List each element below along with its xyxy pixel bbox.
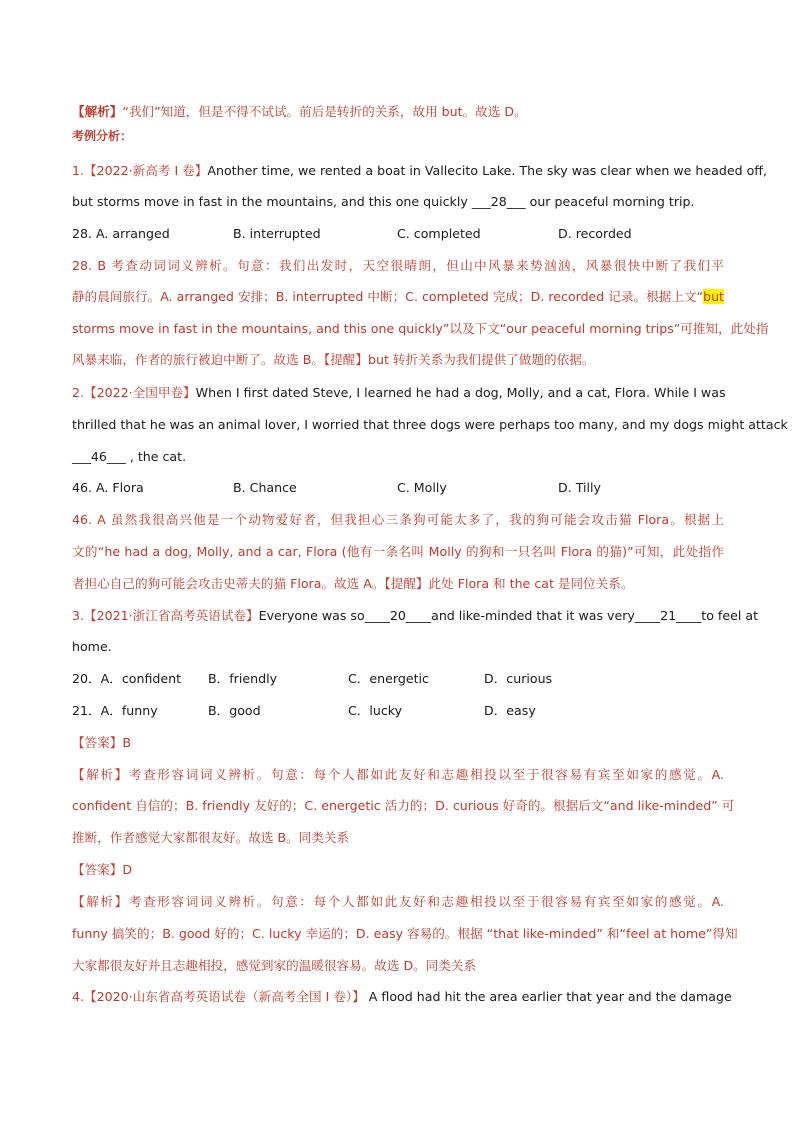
q4-number: 4. [72, 989, 85, 1004]
q2-explanation-1: 46. A 虽然我很高兴他是一个动物爱好者，但我担心三条狗可能太多了，我的狗可能会攻击猫 Flora。根据上 [72, 512, 724, 527]
q2-option-c: C. Molly [397, 480, 447, 495]
q1-number: 1. [72, 163, 85, 178]
q2-text-3: , the cat. [125, 449, 187, 464]
q3-20-option-a: 20．A．confident [72, 671, 182, 686]
q1-text-1: Another time, we rented a boat in Vallecito Lake. The sky was clear when we headed off, [207, 163, 767, 178]
q2-line-3 [72, 448, 724, 466]
q2-option-a: 46. A. Flora [72, 480, 144, 495]
q3-21-option-a: 21．A．funny [72, 703, 158, 718]
q3-line-1 [72, 607, 759, 625]
q3-answer-2-value: D [122, 862, 133, 877]
intro-tag: 【解析】 [72, 104, 123, 119]
q3-text-2: and like-minded that it was very [431, 608, 635, 623]
q2-options [72, 479, 724, 497]
q1-explanation-1: 28. B 考查动词词义辨析。句意：我们出发时，天空很晴朗，但山中风暴来势汹汹，风暴很快中断了我们平 [72, 258, 724, 273]
q3-options-21 [72, 702, 724, 720]
q2-explanation-2: 文的“he had a dog, Molly, and a car, Flora (他有一条名叫 Molly 的狗和一只名叫 Flora 的猫)”可知，此处指作 [72, 544, 724, 559]
q1-option-d: D. recorded [558, 226, 632, 241]
q1-option-a: 28. A. arranged [72, 226, 170, 241]
q2-line-1 [72, 384, 724, 402]
intro-line [72, 103, 724, 121]
q3-21-option-b: B．good [208, 703, 261, 718]
q1-option-c: C. completed [397, 226, 481, 241]
q3-20-option-b: B．friendly [208, 671, 278, 686]
intro-text: “我们”知道，但是不得不试试。前后是转折的关系，故用 but。故选 D。 [122, 104, 527, 119]
q1-explanation-2 [72, 288, 724, 306]
q2-explanation-3: 者担心自己的狗可能会攻击史蒂夫的猫 Flora。故选 A。【提醒】此处 Flora 和 the cat 是同位关系。 [72, 576, 634, 591]
q1-text-2: but storms move in fast in the mountains, and this one quickly [72, 194, 472, 209]
section-title: 考例分析： [72, 129, 133, 143]
q3-20-option-c: C．energetic [348, 671, 429, 686]
q3-answer-1-value: B [122, 735, 132, 750]
q3-exp20-2: confident 自信的；B. friendly 友好的；C. energetic 活力的；D. curious 好奇的。根据后文“and like-minded” 可 [72, 798, 735, 813]
q3-exp21-2: funny 搞笑的；B. good 好的；C. lucky 幸运的；D. easy 容易的。根据 “that like-minded” 和“feel at home”得知 [72, 926, 738, 941]
q2-line-2: thrilled that he was an animal lover, I worried that three dogs were perhaps too many, and my dogs might attack [72, 417, 788, 432]
q1-line-2 [72, 193, 724, 211]
q1-options [72, 225, 724, 243]
q2-number: 2. [72, 385, 85, 400]
q1-blank: ___28___ [471, 194, 526, 209]
q4-line-1 [72, 988, 732, 1006]
q4-source: 【2020·山东省高考英语试卷（新高考全国 I 卷）】 [84, 989, 365, 1004]
q3-options-20 [72, 670, 724, 688]
q1-highlight: but [703, 289, 724, 304]
q3-exp21-3: 大家都很友好并且志趣相投，感觉到家的温暖很容易。故选 D。同类关系 [72, 958, 477, 973]
q3-blank-21: ____21____ [634, 608, 702, 623]
q3-answer-1-tag: 【答案】 [72, 735, 123, 750]
q3-number: 3. [72, 608, 85, 623]
q3-21-option-d: D．easy [484, 703, 536, 718]
q3-exp20-3: 推断，作者感觉大家都很友好。故选 B。同类关系 [72, 830, 350, 845]
q1-option-b: B. interrupted [233, 226, 321, 241]
q2-text-1: When I first dated Steve, I learned he had a dog, Molly, and a cat, Flora. While I was [195, 385, 726, 400]
q3-source: 【2021·浙江省高考英语试卷】 [84, 608, 259, 623]
q3-20-option-d: D．curious [484, 671, 553, 686]
q1-explanation-4: 风暴来临，作者的旅行被迫中断了。故选 B。【提醒】but 转折关系为我们提供了做题的依据。 [72, 352, 595, 367]
q3-exp20-1: 【解析】考查形容词词义辨析。句意：每个人都如此友好和志趣相投以至于很容易有宾至如家的感觉。A. [72, 767, 724, 782]
q3-answer-1 [72, 734, 724, 752]
q2-blank: ___46___ [72, 449, 126, 464]
q3-blank-20: ____20____ [364, 608, 432, 623]
q2-option-d: D. Tilly [558, 480, 601, 495]
q1-line-1 [72, 162, 767, 180]
q3-line-2: home. [72, 639, 112, 654]
q1-source: 【2022·新高考 I 卷】 [84, 163, 208, 178]
q2-source: 【2022·全国甲卷】 [84, 385, 196, 400]
q2-option-b: B. Chance [233, 480, 297, 495]
q3-text-1: Everyone was so [258, 608, 365, 623]
q3-exp21-1: 【解析】考查形容词词义辨析。句意：每个人都如此友好和志趣相投以至于很容易有宾至如家的感觉。A. [72, 894, 724, 909]
q3-answer-2-tag: 【答案】 [72, 862, 123, 877]
q3-text-3: to feel at [701, 608, 759, 623]
q1-explanation-2-text: 静的晨间旅行。A. arranged 安排；B. interrupted 中断；C. completed 完成；D. recorded 记录。根据上文“ [72, 289, 704, 304]
q4-text-1: A flood had hit the area earlier that year and the damage [364, 989, 732, 1004]
q3-21-option-c: C．lucky [348, 703, 403, 718]
q1-explanation-3: storms move in fast in the mountains, and this one quickly”以及下文“our peaceful morning trips”可推知，此处指 [72, 321, 769, 336]
q1-text-3: our peaceful morning trip. [525, 194, 695, 209]
q3-answer-2 [72, 861, 724, 879]
